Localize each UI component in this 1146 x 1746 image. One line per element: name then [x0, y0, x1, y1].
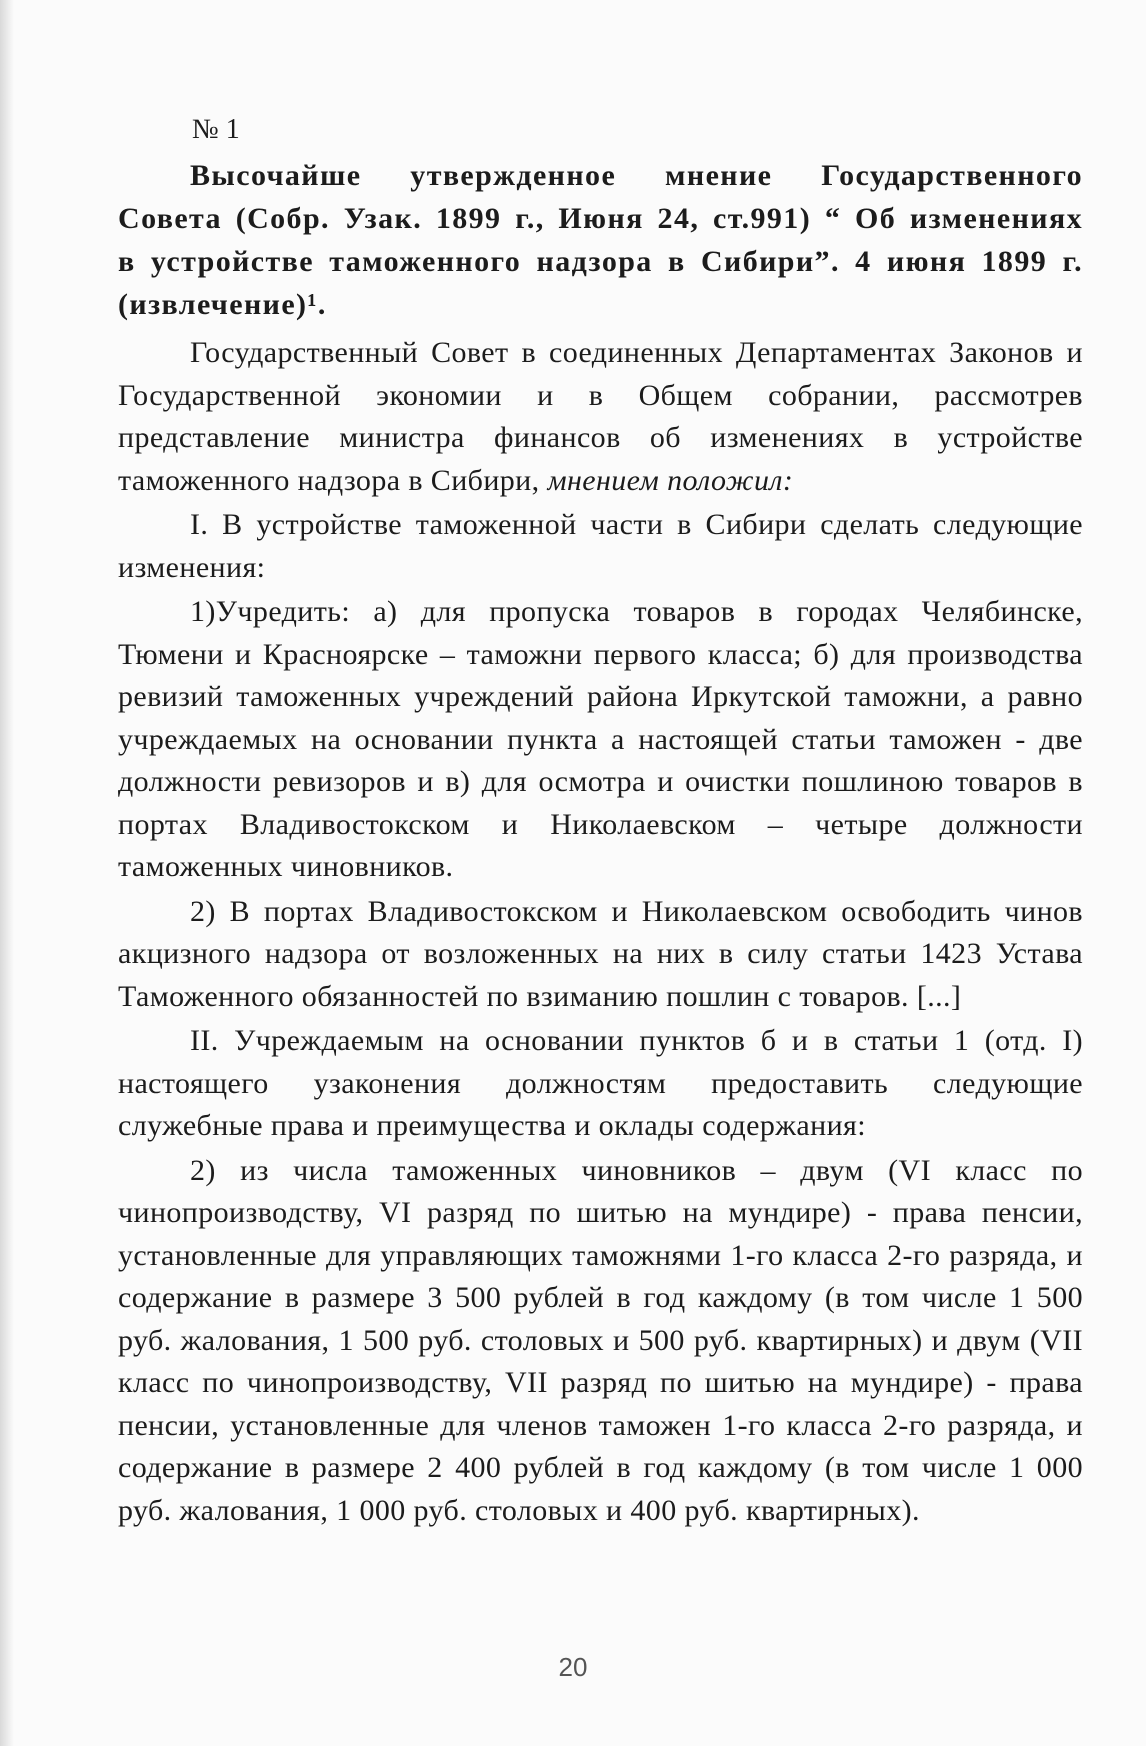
paragraph-section-2: II. Учреждаемым на основании пунктов б и в статьи 1 (отд. I) настоящего узаконения должностям предоставить следующие служебные права и преимущества и оклады содержания: — [118, 1024, 1083, 1142]
page-number: 20 — [558, 1652, 588, 1682]
paragraph-item-2: 2) В портах Владивостокском и Николаевском освободить чинов акцизного надзора от возложенных на них в силу статьи 1423 Устава Таможенного обязанностей по взиманию пошлин с товаров. [...] — [118, 894, 1083, 1013]
paragraph-item-1: 1)Учредить: а) для пропуска товаров в городах Челябинске, Тюмени и Красноярске – таможни первого класса; б) для производства ревизий таможенных учреждений района Иркутской таможни, а равно учреждаемых на основании пункта а настоящей статьи таможен - две должности ревизоров и в) для осмотра и очистки пошлиною товаров в портах Владивостокском и Николаевском – четыре должности таможенных чиновников. — [118, 595, 1083, 883]
document-number: № 1 — [192, 114, 240, 145]
paragraph-section-2-item-2: 2) из числа таможенных чиновников – двум (VI класс по чинопроизводству, VI разряд по шитью на мундире) - права пенсии, установленные для управляющих таможнями 1-го класса 2-го разряда, и содержание в размере 3 500 рублей в год каждому (в том числе 1 500 руб. жалования, 1 500 руб. столовых и 500 руб. квартирных) и двум (VII класс по чинопроизводству, VII разряд по шитью на мундире) - права пенсии, установленные для членов таможен 1-го класса 2-го разряда, и содержание в размере 2 400 рублей в год каждому (в том числе 1 000 руб. жалования, 1 000 руб. столовых и 400 руб. квартирных). — [118, 1153, 1083, 1527]
document-heading: Высочайше утвержденное мнение Государственного Совета (Собр. Узак. 1899 г., Июня 24, ст.991) “ Об изменениях в устройстве таможенного надзора в Сибири”. 4 июня 1899 г. (извлечение)¹. — [118, 159, 1083, 321]
paragraph-preamble — [118, 332, 1083, 502]
document-body — [118, 108, 1083, 1532]
preamble-resolution: мнением положил: — [547, 463, 794, 497]
page-binding-shadow — [0, 0, 14, 1746]
paragraph-section-1: I. В устройстве таможенной части в Сибири сделать следующие изменения: — [118, 508, 1083, 584]
preamble-text: Государственный Совет в соединенных Департаментах Законов и Государственной экономии и в Общем собрании, рассмотрев представление министра финансов об изменениях в устройстве таможенного надзора в Сибири, — [118, 336, 1083, 497]
